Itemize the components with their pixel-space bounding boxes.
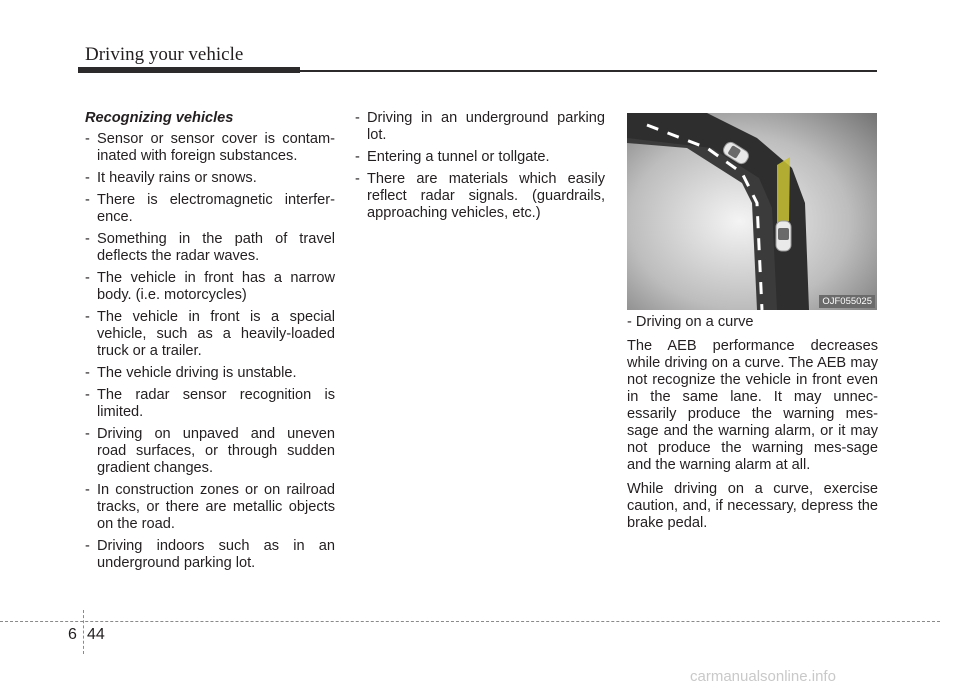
header-rule — [300, 70, 877, 72]
watermark: carmanualsonline.info — [690, 668, 836, 685]
page-number: 44 — [87, 626, 105, 643]
list-item: - Entering a tunnel or tollgate. — [355, 149, 605, 166]
list-item: - The vehicle in front is a special vehicle, such as a heavily-loaded truck or a trailer. — [85, 309, 335, 360]
body-paragraph: The AEB performance decreases while driving on a curve. The AEB may not recognize the vehicle in front even in the same lane. It may unnec-essarily produce the warning mes-sage and the warning alarm, or it may not produce the warning mes-sage and the warning alarm at all. — [627, 338, 878, 473]
body-paragraph: While driving on a curve, exercise caution, and, if necessary, depress the brake pedal. — [627, 481, 878, 531]
list-item: - The vehicle in front has a narrow body. (i.e. motorcycles) — [85, 270, 335, 304]
right-column — [627, 314, 878, 539]
page-header-title: Driving your vehicle — [85, 44, 244, 65]
list-item: - There is electromagnetic interfer-ence. — [85, 192, 335, 226]
list-item: - There are materials which easily reflect radar signals. (guardrails, approaching vehicles, etc.) — [355, 171, 605, 222]
footer-vertical-divider — [83, 610, 84, 654]
chapter-number: 6 — [68, 626, 77, 643]
footer-divider — [0, 621, 940, 622]
curve-road-illustration — [627, 113, 877, 310]
list-item: - The radar sensor recognition is limited. — [85, 387, 335, 421]
list-item: - It heavily rains or snows. — [85, 170, 335, 187]
middle-column — [355, 110, 605, 227]
figure-caption: - Driving on a curve — [627, 314, 754, 330]
list-item: - Driving in an underground parking lot. — [355, 110, 605, 144]
header-bar — [78, 67, 300, 73]
list-item: - Driving indoors such as in an underground parking lot. — [85, 538, 335, 572]
list-item: - Sensor or sensor cover is contam-inated with foreign substances. — [85, 131, 335, 165]
list-item: - In construction zones or on railroad tracks, or there are metallic objects on the road. — [85, 482, 335, 533]
section-title: Recognizing vehicles — [85, 110, 234, 126]
left-column — [85, 110, 335, 577]
list-item: - The vehicle driving is unstable. — [85, 365, 335, 382]
curve-road-icon — [627, 113, 877, 310]
list-item: - Something in the path of travel deflects the radar waves. — [85, 231, 335, 265]
condition-list — [85, 131, 335, 572]
figure-code-label: OJF055025 — [819, 295, 875, 308]
list-item: - Driving on unpaved and uneven road surfaces, or through sudden gradient changes. — [85, 426, 335, 477]
condition-list-continued — [355, 110, 605, 222]
